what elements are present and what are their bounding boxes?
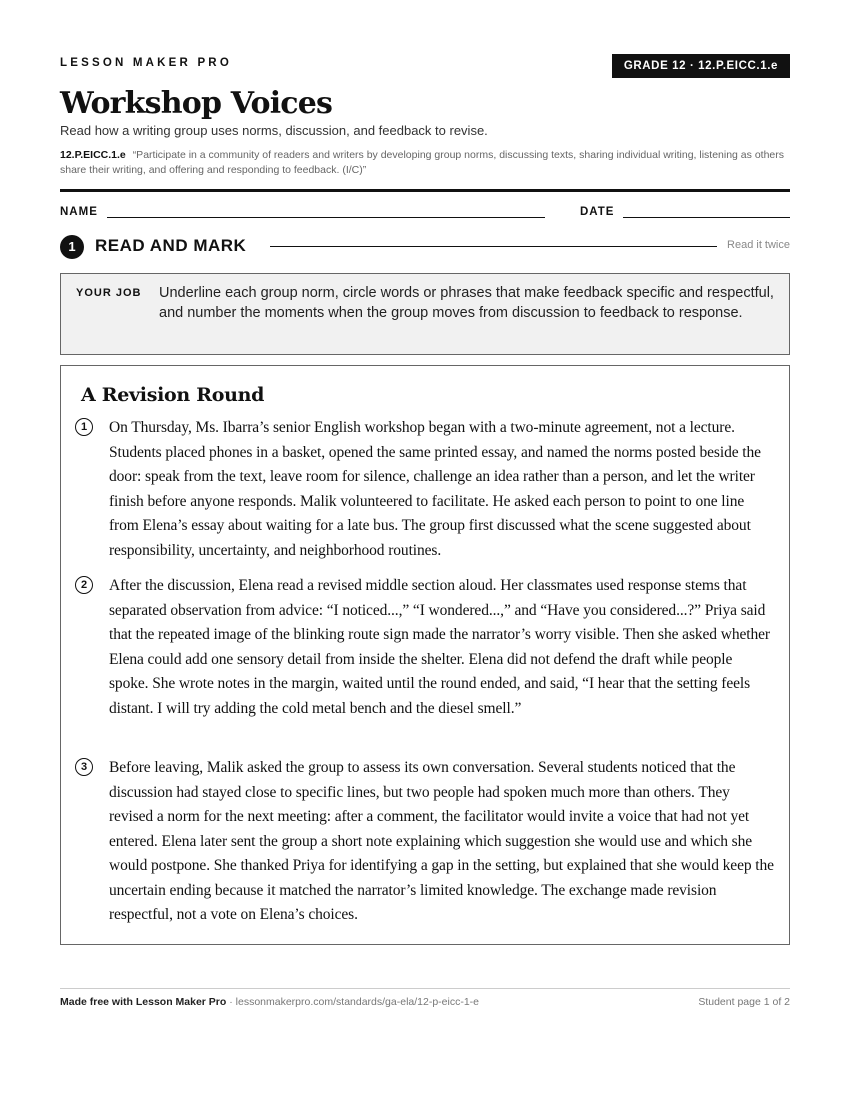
standard-code: 12.P.EICC.1.e <box>60 149 126 161</box>
page-indicator: Student page 1 of 2 <box>698 996 790 1008</box>
footer-credit <box>60 996 479 1008</box>
paragraph-text: On Thursday, Ms. Ibarra’s senior English workshop began with a two-minute agreement, not a lecture. Students placed phones in a basket, opened the same printed essay, and named the norms posted beside the door: speak from the text, leave room for silence, challenge an idea rather than a person, and let the writer finish before anyone responds. Malik volunteered to facilitate. He asked each person to point to one line from Elena’s essay about waiting for a late bus. The group first discussed what the scene suggested about responsibility, uncertainty, and neighborhood routines. <box>109 419 761 559</box>
brand-name: LESSON MAKER PRO <box>60 57 232 69</box>
section-divider <box>270 246 717 247</box>
section-note: Read it twice <box>727 239 790 251</box>
standard-text: “Participate in a community of readers and writers by developing group norms, discussing texts, sharing individual writing, listening as others share their writing, and offering and responding to feedback. (I/C)” <box>60 149 785 176</box>
paragraph-text: After the discussion, Elena read a revised middle section aloud. Her classmates used response stems that separated observation from advice: “I noticed...,” “I wondered...,” and “Have you considered...?” Priya said that the repeated image of the blinking route sign made the narrator’s worry visible. Then she asked whether Elena could add one sensory detail from inside the shelter. Elena did not defend the draft while people spoke. She wrote notes in the margin, waited until the round ended, and said, “I hear that the setting feels distant. I will try adding the cold metal bench and the diesel smell.” <box>109 577 770 717</box>
paragraph-number: 3 <box>75 758 93 776</box>
paragraph-text: Before leaving, Malik asked the group to assess its own conversation. Several students noticed that the discussion had stayed close to specific lines, but two people had spoken much more than others. They revised a norm for the next meeting: after a comment, the facilitator would invite a voice that had not yet entered. Elena later sent the group a short note explaining which suggestion she would use and which she would postpone. She thanked Priya for identifying a gap in the setting, but explained that she would keep the uncertain ending because it matched the narrator’s limited knowledge. The exchange made revision respectful, not a vote on Elena’s choices. <box>109 759 774 923</box>
job-label: YOUR JOB <box>76 287 142 299</box>
name-field[interactable] <box>107 217 545 218</box>
section-title: READ AND MARK <box>95 236 247 255</box>
reading-title: A Revision Round <box>81 384 265 406</box>
date-label: DATE <box>580 206 615 218</box>
paragraph-number: 2 <box>75 576 93 594</box>
job-text: Underline each group norm, circle words or phrases that make feedback specific and respectful, and number the moments when the group moves from discussion to feedback to response. <box>159 285 774 321</box>
footer-made-with: Made free with Lesson Maker Pro <box>60 996 227 1008</box>
reading-passage-box <box>60 365 790 945</box>
footer-separator: · <box>226 996 236 1008</box>
job-instructions-box <box>60 273 790 355</box>
footer-url-link[interactable]: lessonmakerpro.com/standards/ga-ela/12-p-eicc-1-e <box>235 996 480 1008</box>
header-divider <box>60 189 790 192</box>
worksheet-title: Workshop Voices <box>60 86 333 121</box>
paragraph-number: 1 <box>75 418 93 436</box>
grade-badge: GRADE 12 · 12.P.EICC.1.e <box>612 54 790 78</box>
footer-divider <box>60 988 790 989</box>
standard-description <box>60 148 790 178</box>
name-label: NAME <box>60 206 98 218</box>
date-field[interactable] <box>623 217 790 218</box>
worksheet-subtitle: Read how a writing group uses norms, discussion, and feedback to revise. <box>60 123 488 138</box>
section-number-badge: 1 <box>60 235 84 259</box>
